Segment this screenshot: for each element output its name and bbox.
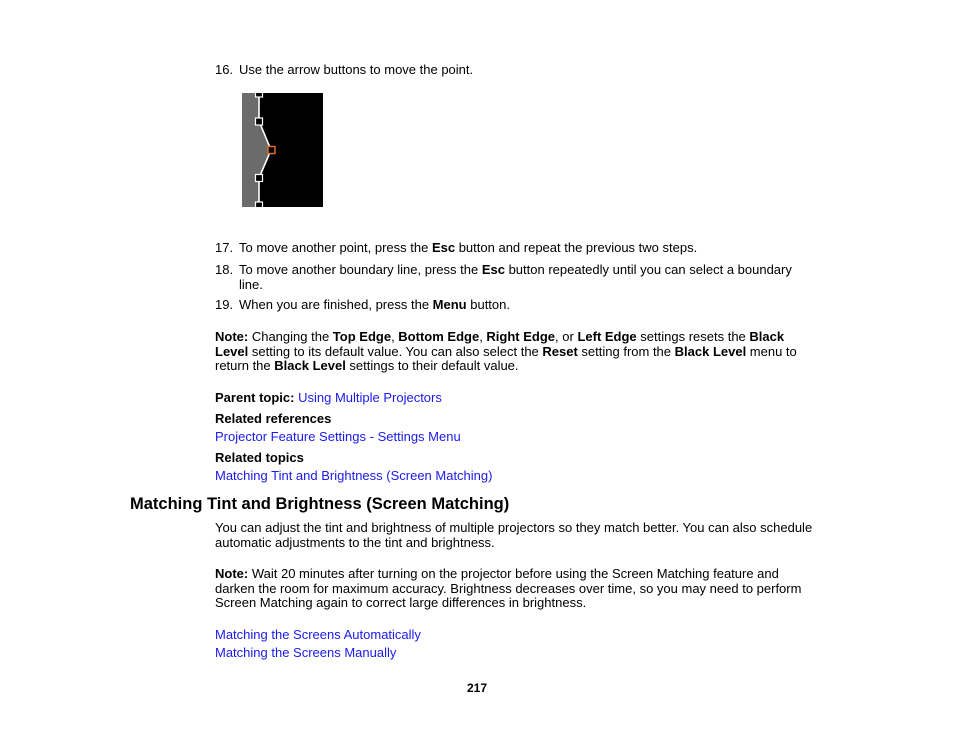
step-17 [215, 241, 835, 257]
step-19 [215, 298, 835, 314]
step-text: When you are finished, press the Menu button. [239, 297, 510, 312]
boundary-point [256, 118, 263, 125]
note-black-level: Note: Changing the Top Edge, Bottom Edge, Right Edge, or Left Edge settings resets the Black Level setting to its default value. You can also select the Reset setting from the Black Level menu to return the Black Level settings to their default value. [215, 329, 797, 374]
edge-blending-figure [242, 93, 323, 207]
parent-topic [215, 390, 442, 405]
section-title: Matching Tint and Brightness (Screen Matching) [130, 495, 510, 513]
key-name: Esc [431, 240, 456, 255]
parent-topic-link[interactable]: Using Multiple Projectors [298, 390, 442, 405]
selected-boundary-point [268, 147, 275, 154]
boundary-point [256, 93, 263, 97]
step-16 [215, 63, 835, 79]
parent-topic-label: Parent topic: [215, 390, 295, 405]
note-label: Note: [215, 566, 249, 581]
step-number: 17. [215, 240, 234, 255]
step-text: To move another point, press the Esc button and repeat the previous two steps. [239, 240, 698, 255]
related-topics-heading: Related topics [215, 450, 304, 465]
link-matching-screens-manually[interactable]: Matching the Screens Manually [215, 645, 397, 660]
step-18 [215, 263, 835, 293]
step-number: 16. [215, 62, 234, 77]
step-text: Use the arrow buttons to move the point. [239, 62, 474, 77]
boundary-point [256, 175, 263, 182]
key-name: Menu [432, 297, 467, 312]
page-number: 217 [466, 681, 488, 695]
related-reference-link[interactable]: Projector Feature Settings - Settings Menu [215, 429, 461, 444]
note-label: Note: [215, 329, 249, 344]
note-screen-matching: Note: Wait 20 minutes after turning on the projector before using the Screen Matching feature and darken the room for maximum accuracy. Brightness decreases over time, so you may need to perform Screen Matching again to correct large differences in brightness. [215, 566, 802, 611]
key-name: Esc [481, 262, 505, 277]
related-references-heading: Related references [215, 411, 332, 426]
section-intro: You can adjust the tint and brightness of multiple projectors so they match better. You can also schedule automatic adjustments to the tint and brightness. [215, 520, 813, 550]
boundary-point [256, 202, 263, 207]
link-matching-screens-automatically[interactable]: Matching the Screens Automatically [215, 627, 421, 642]
step-number: 19. [215, 297, 234, 312]
related-topic-link[interactable]: Matching Tint and Brightness (Screen Matching) [215, 468, 493, 483]
step-text: To move another boundary line, press the Esc button repeatedly until you can select a boundary line. [239, 262, 792, 292]
step-number: 18. [215, 262, 234, 277]
